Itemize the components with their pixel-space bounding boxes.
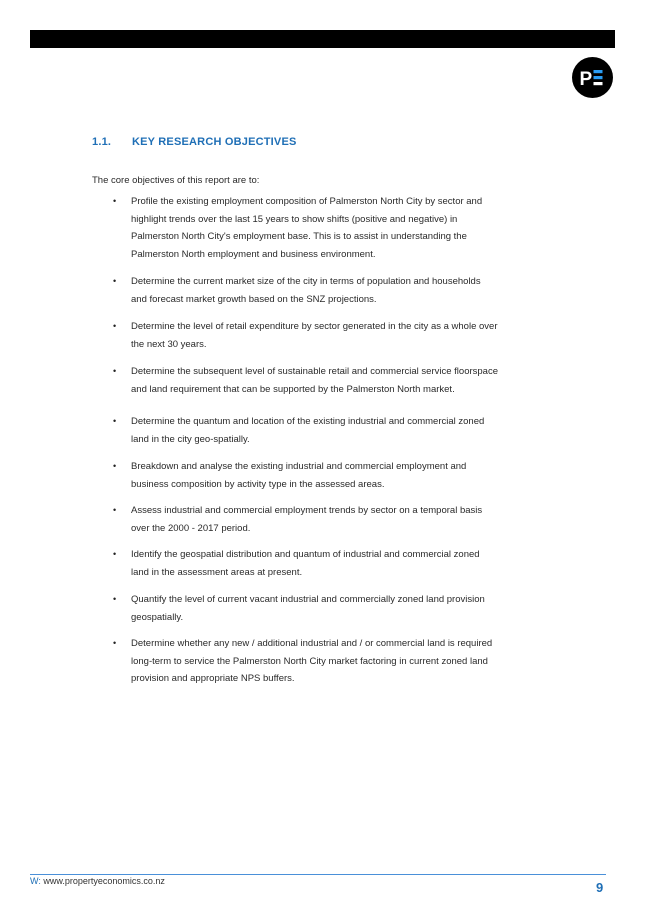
objective-line: Palmerston North employment and business environment.	[131, 248, 376, 260]
objective-item	[113, 193, 563, 263]
bullet-icon: •	[113, 594, 117, 604]
bullet-icon: •	[113, 461, 117, 471]
objective-line: over the 2000 - 2017 period.	[131, 522, 251, 534]
logo-letter-p: P	[579, 69, 593, 90]
objective-item	[113, 273, 563, 308]
pe-logo-icon	[572, 57, 613, 98]
objective-line: business composition by activity type in the assessed areas.	[131, 478, 385, 490]
objective-line: land in the assessment areas at present.	[131, 566, 303, 578]
objective-line: and land requirement that can be supported by the Palmerston North market.	[131, 383, 455, 395]
bullet-icon: •	[113, 549, 117, 559]
objective-line: land in the city geo-spatially.	[131, 433, 250, 445]
bullet-icon: •	[113, 505, 117, 515]
footer-web-label: W:	[30, 876, 41, 886]
logo-e-bar-mid	[594, 76, 603, 79]
objective-line: Breakdown and analyse the existing industrial and commercial employment and	[131, 461, 467, 472]
objective-line: the next 30 years.	[131, 338, 207, 350]
objective-line: Palmerston North City's employment base. This is to assist in understanding the	[131, 231, 467, 243]
objective-item	[113, 458, 563, 493]
bullet-icon: •	[113, 366, 117, 376]
objective-item	[113, 413, 563, 448]
objective-item	[113, 502, 563, 537]
objective-line: Determine the subsequent level of sustainable retail and commercial service floorspace	[131, 366, 498, 377]
objective-line: Determine the level of retail expenditure by sector generated in the city as a whole over	[131, 321, 498, 332]
objective-item	[113, 318, 563, 353]
objective-item	[113, 635, 563, 688]
objective-line: long-term to service the Palmerston North City market factoring in current zoned land	[131, 655, 488, 667]
logo-e-bar-top	[594, 70, 603, 73]
footer-web-url: www.propertyeconomics.co.nz	[43, 876, 165, 886]
logo-e-bar-bottom	[594, 82, 603, 85]
objective-line: and forecast market growth based on the SNZ projections.	[131, 293, 377, 305]
bullet-icon: •	[113, 276, 117, 286]
section-title: KEY RESEARCH OBJECTIVES	[132, 136, 297, 148]
objective-line: Profile the existing employment composition of Palmerston North City by sector and	[131, 196, 483, 207]
intro-text: The core objectives of this report are to:	[92, 175, 260, 186]
footer-divider	[30, 874, 606, 875]
bullet-icon: •	[113, 321, 117, 331]
objective-item	[113, 546, 563, 581]
bullet-icon: •	[113, 196, 117, 206]
section-heading	[92, 136, 297, 148]
page-number: 9	[596, 880, 604, 895]
objective-line: provision and appropriate NPS buffers.	[131, 673, 295, 685]
objective-line: Determine the quantum and location of the existing industrial and commercial zoned	[131, 416, 485, 427]
objective-line: Assess industrial and commercial employment trends by sector on a temporal basis	[131, 505, 483, 516]
objective-item	[113, 591, 563, 626]
bullet-icon: •	[113, 416, 117, 426]
objective-line: Determine the current market size of the city in terms of population and households	[131, 276, 481, 287]
objective-line: Identify the geospatial distribution and quantum of industrial and commercial zoned	[131, 549, 480, 560]
objective-line: Quantify the level of current vacant industrial and commercially zoned land provision	[131, 594, 485, 605]
property-economics-logo	[572, 57, 613, 98]
footer-website	[30, 876, 165, 886]
objective-item	[113, 363, 563, 398]
objective-line: geospatially.	[131, 611, 184, 623]
objective-line: Determine whether any new / additional industrial and / or commercial land is required	[131, 638, 493, 649]
bullet-icon: •	[113, 638, 117, 648]
objective-line: highlight trends over the last 15 years to show shifts (positive and negative) in	[131, 213, 458, 225]
section-number: 1.1.	[92, 136, 112, 148]
header-bar	[30, 30, 615, 48]
